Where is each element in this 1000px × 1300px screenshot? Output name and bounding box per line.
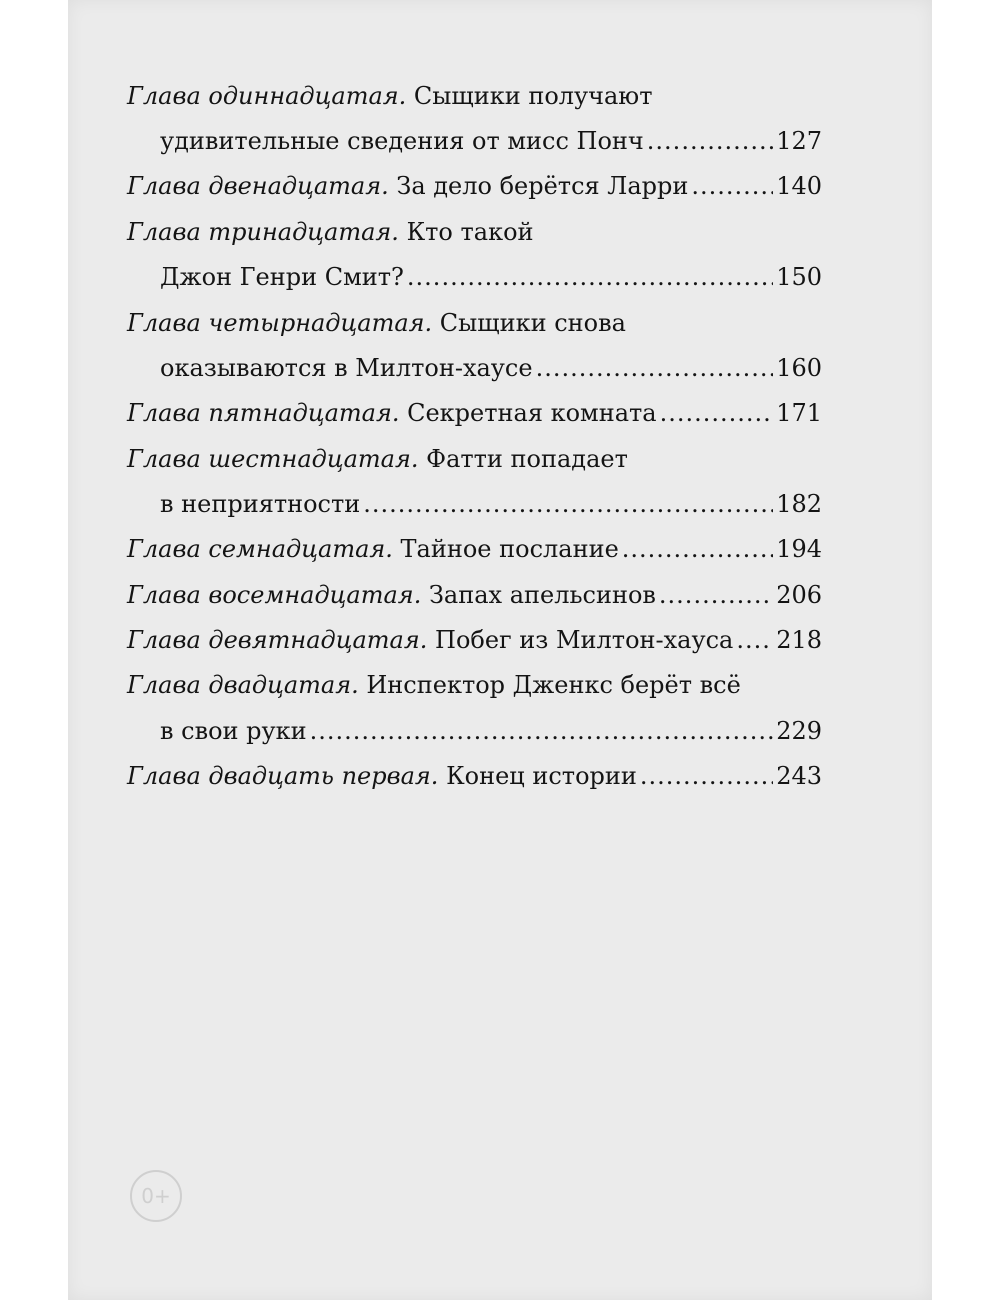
toc-entry-17 — [127, 525, 822, 573]
toc-entry-19 — [127, 616, 822, 664]
chapter-label: Глава двенадцатая. — [127, 172, 389, 200]
toc-entry-20-heading — [127, 661, 741, 709]
toc-entry-14-heading — [127, 299, 626, 347]
chapter-title: Инспектор Дженкс берёт всё — [366, 671, 741, 699]
age-rating-badge: 0+ — [130, 1170, 182, 1222]
chapter-title: Тайное послание — [400, 535, 619, 563]
leader-dots — [622, 525, 773, 573]
toc-entry-11-heading — [127, 72, 652, 120]
chapter-label: Глава девятнадцатая. — [127, 626, 428, 654]
leader-dots — [659, 571, 773, 619]
chapter-title: Конец истории — [446, 762, 637, 790]
chapter-label: Глава четырнадцатая. — [127, 309, 433, 337]
page-number: 171 — [776, 399, 822, 427]
chapter-label: Глава семнадцатая. — [127, 535, 393, 563]
page-number: 206 — [776, 581, 822, 609]
chapter-title-continued: в свои руки — [160, 717, 307, 745]
leader-dots — [536, 344, 774, 392]
chapter-label: Глава шестнадцатая. — [127, 445, 419, 473]
page-number: 229 — [776, 717, 822, 745]
chapter-title: Кто такой — [406, 218, 534, 246]
toc-entry-16-heading — [127, 435, 628, 483]
chapter-title-continued: в неприятности — [160, 490, 361, 518]
chapter-label: Глава восемнадцатая. — [127, 581, 422, 609]
leader-dots — [736, 616, 773, 664]
page-number: 140 — [776, 172, 822, 200]
toc-entry-13-heading — [127, 208, 534, 256]
leader-dots — [691, 162, 773, 210]
page-number: 243 — [776, 762, 822, 790]
chapter-title-continued: Джон Генри Смит? — [160, 263, 404, 291]
leader-dots — [640, 752, 773, 800]
page-number: 160 — [776, 354, 822, 382]
chapter-title: За дело берётся Ларри — [396, 172, 689, 200]
toc-entry-20-continuation — [160, 707, 822, 755]
chapter-title: Сыщики получают — [413, 82, 653, 110]
page-number: 218 — [776, 626, 822, 654]
chapter-label: Глава одиннадцатая. — [127, 82, 407, 110]
page-number: 127 — [776, 127, 822, 155]
page-number: 182 — [776, 490, 822, 518]
page-number: 150 — [776, 263, 822, 291]
page-number: 194 — [776, 535, 822, 563]
chapter-title: Сыщики снова — [439, 309, 626, 337]
chapter-label: Глава пятнадцатая. — [127, 399, 400, 427]
leader-dots — [647, 117, 773, 165]
leader-dots — [407, 253, 773, 301]
chapter-title-continued: удивительные сведения от мисс Понч — [160, 127, 644, 155]
toc-entry-12 — [127, 162, 822, 210]
toc-entry-14-continuation — [160, 344, 822, 392]
leader-dots — [310, 707, 774, 755]
toc-entry-11-continuation — [160, 117, 822, 165]
toc-entry-21 — [127, 752, 822, 800]
toc-entry-16-continuation — [160, 480, 822, 528]
chapter-label: Глава двадцать первая. — [127, 762, 439, 790]
chapter-title: Фатти попадает — [426, 445, 628, 473]
chapter-title-continued: оказываются в Милтон-хаусе — [160, 354, 533, 382]
leader-dots — [660, 389, 774, 437]
chapter-title: Секретная комната — [407, 399, 657, 427]
leader-dots — [363, 480, 773, 528]
toc-entry-15 — [127, 389, 822, 437]
toc-entry-18 — [127, 571, 822, 619]
chapter-label: Глава двадцатая. — [127, 671, 359, 699]
chapter-label: Глава тринадцатая. — [127, 218, 399, 246]
chapter-title: Побег из Милтон-хауса — [435, 626, 734, 654]
toc-entry-13-continuation — [160, 253, 822, 301]
chapter-title: Запах апельсинов — [428, 581, 656, 609]
